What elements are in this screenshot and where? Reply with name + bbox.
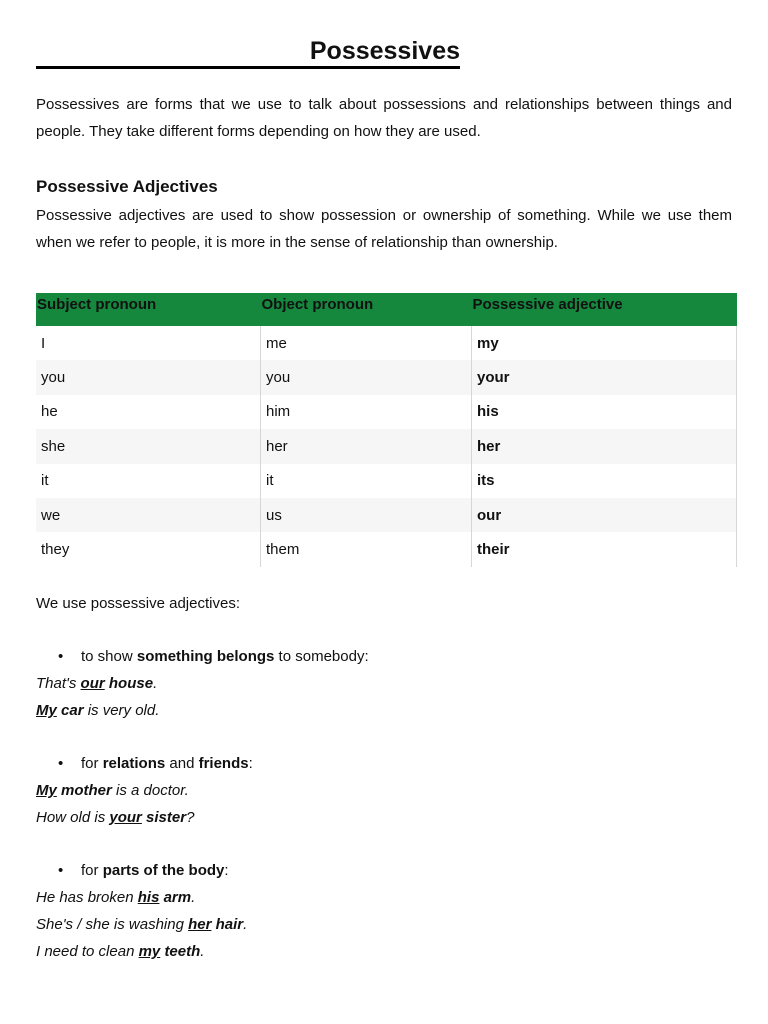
example-text: She's / she is washing <box>36 916 189 933</box>
bullet-icon: • <box>58 648 64 665</box>
use-bold: friends <box>198 755 249 772</box>
example-text: He has broken <box>36 889 138 906</box>
use-text: : <box>248 755 253 772</box>
example-sentence <box>36 808 194 828</box>
section-heading: Possessive Adjectives <box>36 177 218 196</box>
subject-cell: he <box>41 403 58 421</box>
table-row <box>36 429 737 463</box>
possessive-cell: my <box>472 326 737 360</box>
example-sentence <box>36 701 159 721</box>
table-row <box>36 498 737 532</box>
example-possessive: my <box>138 943 161 960</box>
table-row <box>36 395 737 429</box>
bullet-icon: • <box>58 862 64 879</box>
use-item-relations <box>81 754 253 774</box>
object-cell: you <box>261 360 472 394</box>
example-sentence <box>36 942 204 962</box>
subject-cell: I <box>41 334 46 352</box>
use-item-belongs <box>81 647 369 667</box>
table-row <box>36 464 737 498</box>
subject-cell: we <box>41 506 61 524</box>
subject-cell: she <box>41 437 66 455</box>
example-sentence <box>36 674 157 694</box>
possessive-cell: her <box>472 429 737 463</box>
header-possessive-adjective: Possessive adjective <box>472 296 623 313</box>
example-sentence <box>36 781 189 801</box>
table-row <box>36 360 737 394</box>
example-possessive: My <box>36 702 57 719</box>
object-cell: me <box>261 326 472 360</box>
example-noun: arm <box>163 889 192 906</box>
example-noun: teeth <box>164 943 201 960</box>
example-noun: hair <box>215 916 244 933</box>
example-text: ? <box>186 809 195 826</box>
object-cell: them <box>261 532 472 566</box>
intro-paragraph: Possessives are forms that we use to talk about possessions and relationships between things and people. They take different forms depending on how they are used. <box>36 96 732 140</box>
uses-intro: We use possessive adjectives: <box>36 595 240 612</box>
example-possessive: My <box>36 782 57 799</box>
example-sentence <box>36 915 247 935</box>
example-noun: sister <box>146 809 187 826</box>
example-text: That's <box>36 675 81 692</box>
example-text: is a doctor. <box>111 782 189 799</box>
subject-cell: it <box>41 472 49 490</box>
example-text: . <box>153 675 158 692</box>
example-possessive: her <box>188 916 212 933</box>
example-text: is very old. <box>83 702 160 719</box>
table-row <box>36 532 737 566</box>
subject-cell: they <box>41 541 70 559</box>
header-object-pronoun: Object pronoun <box>261 296 374 313</box>
example-text: . <box>200 943 205 960</box>
use-text: to somebody: <box>274 648 369 665</box>
bullet-icon: • <box>58 755 64 772</box>
possessive-cell: your <box>472 360 737 394</box>
object-cell: us <box>261 498 472 532</box>
use-bold: relations <box>102 755 166 772</box>
page-title: Possessives <box>309 37 460 65</box>
possessive-cell: its <box>472 464 737 498</box>
example-possessive: our <box>80 675 105 692</box>
title-underline <box>36 36 460 69</box>
example-sentence <box>36 888 195 908</box>
use-item-body-parts <box>81 861 229 881</box>
example-text: How old is <box>36 809 110 826</box>
object-cell: it <box>261 464 472 498</box>
header-subject-pronoun: Subject pronoun <box>37 296 157 313</box>
subject-cell: you <box>41 369 66 387</box>
example-possessive: your <box>109 809 142 826</box>
example-text: I need to clean <box>36 943 139 960</box>
possessive-cell: his <box>472 395 737 429</box>
pronoun-table <box>36 293 737 567</box>
use-text: to show <box>81 648 137 665</box>
example-text: . <box>243 916 248 933</box>
example-noun: house <box>108 675 154 692</box>
possessive-cell: their <box>472 532 737 566</box>
example-noun: car <box>61 702 84 719</box>
example-text: . <box>191 889 196 906</box>
section-paragraph: Possessive adjectives are used to show possession or ownership of something. While we use them when we refer to people, it is more in the sense of relationship than ownership. <box>36 207 732 251</box>
table-header-row <box>36 293 737 326</box>
example-noun: mother <box>61 782 112 799</box>
object-cell: him <box>261 395 472 429</box>
object-cell: her <box>261 429 472 463</box>
example-possessive: his <box>137 889 160 906</box>
possessive-cell: our <box>472 498 737 532</box>
use-text: : <box>224 862 229 879</box>
use-text: for <box>81 862 103 879</box>
use-bold: something belongs <box>136 648 275 665</box>
use-text: for <box>81 755 103 772</box>
use-bold: parts of the body <box>102 862 225 879</box>
table-row <box>36 326 737 360</box>
use-text: and <box>165 755 199 772</box>
